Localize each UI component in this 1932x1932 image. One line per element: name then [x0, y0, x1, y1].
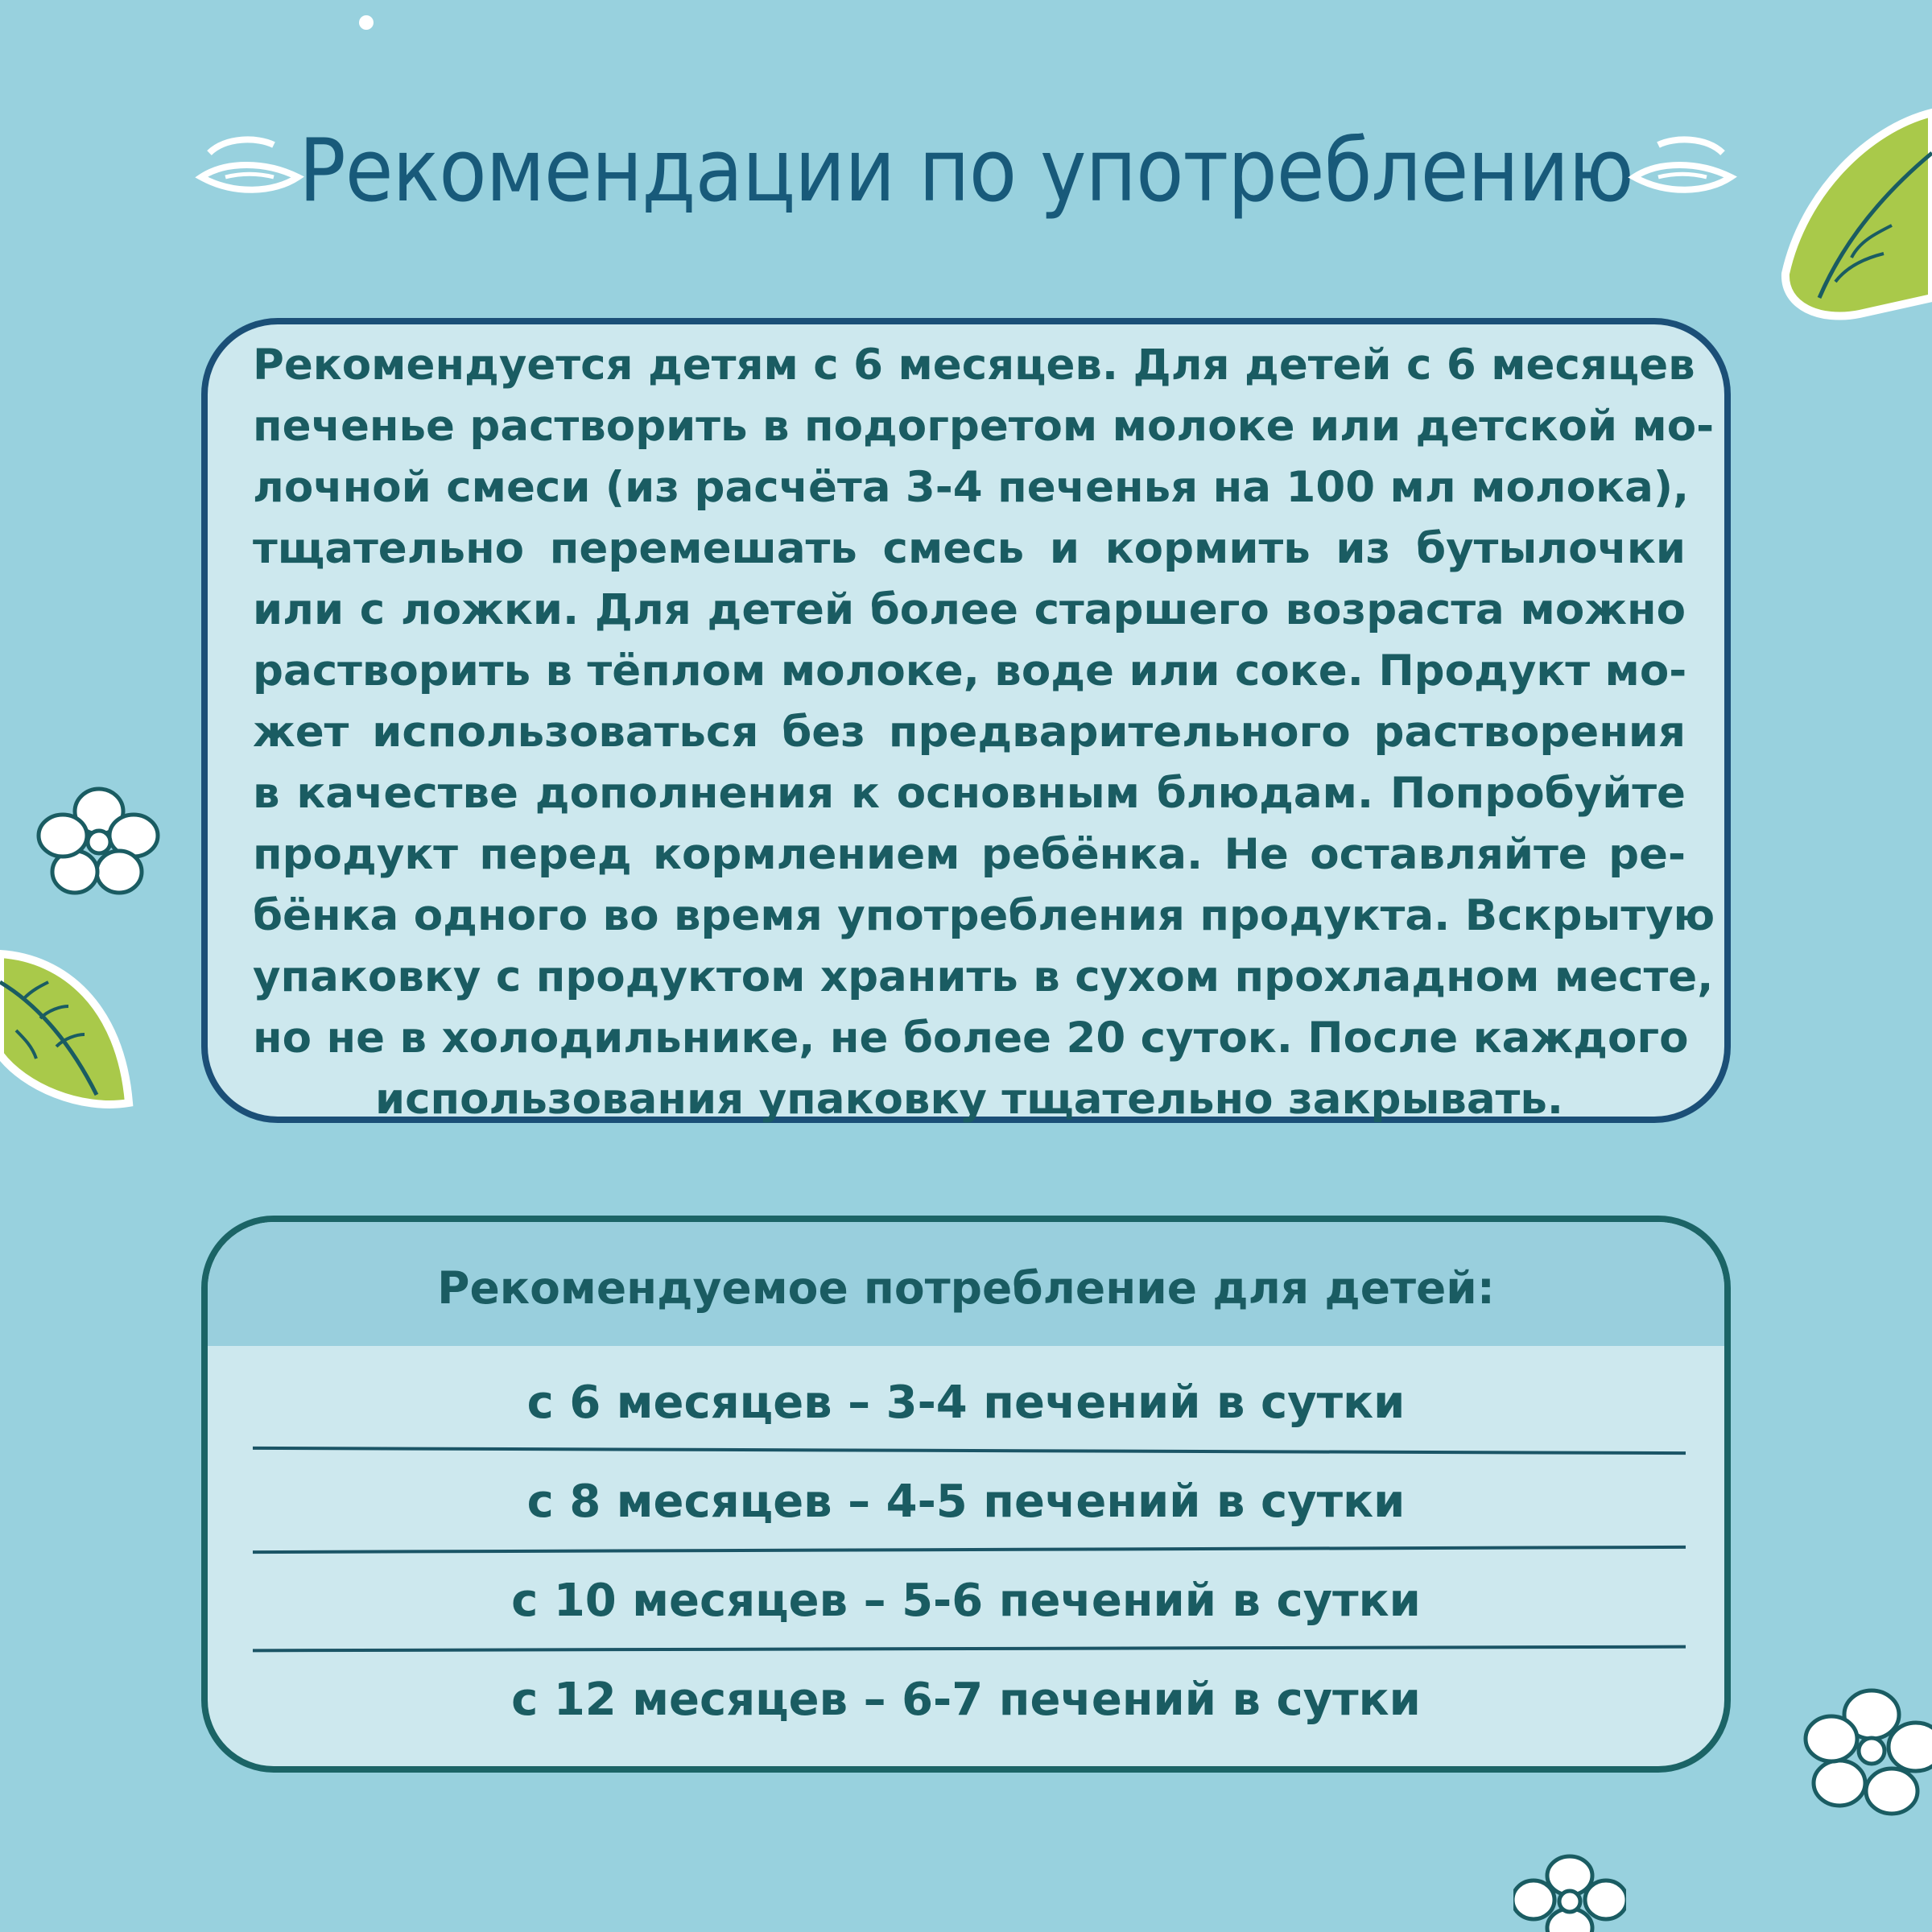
row-divider — [253, 1447, 1686, 1455]
consumption-box — [201, 1216, 1731, 1773]
instructions-line: использования упаковку тщательно закрывать. — [374, 1075, 1564, 1124]
flower-icon — [1513, 1852, 1626, 1932]
sparkle-dot-icon — [354, 13, 378, 37]
instructions-line: бёнка одного во время употребления продукта. Вскрытую — [253, 891, 1715, 940]
instructions-line: в качестве дополнения к основным блюдам. Попробуйте — [253, 769, 1686, 818]
instructions-line: Рекомендуется детям с 6 месяцев. Для детей с 6 месяцев — [253, 341, 1695, 390]
leaf-icon — [0, 942, 137, 1119]
consumption-row: с 12 месяцев – 6-7 печений в сутки — [511, 1674, 1421, 1726]
consumption-row: с 6 месяцев – 3-4 печений в сутки — [526, 1377, 1406, 1429]
page-title: Рекомендации по употреблению — [299, 121, 1633, 221]
instructions-line: лочной смеси (из расчёта 3-4 печенья на 100 мл молока), — [253, 463, 1690, 512]
instructions-line: тщательно перемешать смесь и кормить из бутылочки — [253, 524, 1686, 573]
instructions-line: печенье растворить в подогретом молоке или детской мо- — [253, 402, 1715, 451]
title-section — [0, 97, 1932, 258]
instructions-line: но не в холодильнике, не более 20 суток. После каждого — [253, 1013, 1689, 1063]
flower-icon — [1795, 1682, 1932, 1819]
leaf-swirl-icon — [1626, 129, 1739, 201]
consumption-row: с 10 месяцев – 5-6 печений в сутки — [511, 1575, 1421, 1627]
instructions-line: продукт перед кормлением ребёнка. Не оставляйте ре- — [253, 830, 1686, 879]
instructions-line: жет использоваться без предварительного растворения — [253, 708, 1686, 757]
instructions-line: упаковку с продуктом хранить в сухом прохладном месте, — [253, 952, 1714, 1001]
flower-icon — [31, 779, 167, 900]
instructions-line: растворить в тёплом молоке, воде или соке. Продукт мо- — [253, 646, 1687, 696]
row-divider — [253, 1546, 1686, 1554]
instructions-text — [253, 324, 1715, 1129]
consumption-row: с 8 месяцев – 4-5 печений в сутки — [526, 1476, 1406, 1528]
instructions-line: или с ложки. Для детей более старшего возраста можно — [253, 585, 1686, 634]
instructions-box — [201, 318, 1731, 1123]
row-divider — [253, 1645, 1686, 1653]
consumption-title: Рекомендуемое потребление для детей: — [437, 1262, 1495, 1314]
